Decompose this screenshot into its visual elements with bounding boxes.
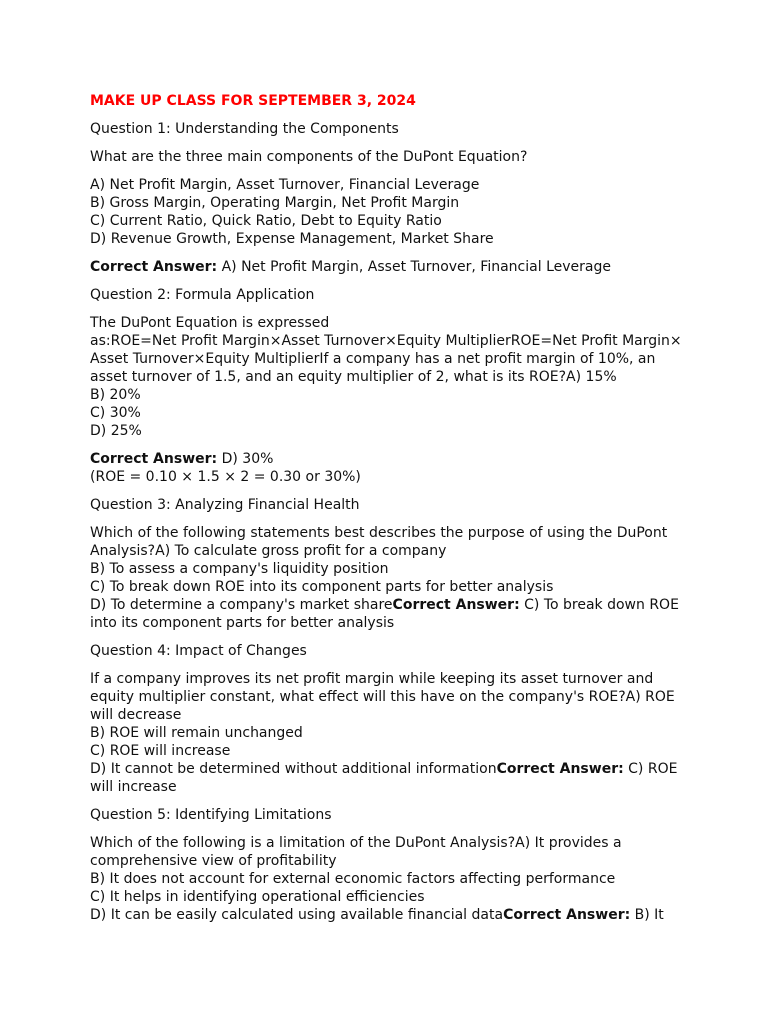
q1-options <box>90 176 690 248</box>
q3-answer-text: C) To break down ROE <box>519 597 679 613</box>
q3-line: B) To assess a company's liquidity position <box>90 561 389 577</box>
q1-option: C) Current Ratio, Quick Ratio, Debt to Equity Ratio <box>90 213 442 229</box>
correct-answer-label: Correct Answer: <box>90 259 218 275</box>
q2-answer-text: D) 30% <box>217 451 274 467</box>
q4-answer-cont: will increase <box>90 779 177 795</box>
q2-explanation: (ROE = 0.10 × 1.5 × 2 = 0.30 or 30%) <box>90 469 361 485</box>
q2-body <box>90 314 690 440</box>
q1-heading: Question 1: Understanding the Components <box>90 121 399 137</box>
q4-line: C) ROE will increase <box>90 743 231 759</box>
q4-line: B) ROE will remain unchanged <box>90 725 303 741</box>
q2-prompt-line: Asset Turnover×Equity MultiplierIf a company has a net profit margin of 10%, an <box>90 351 656 367</box>
correct-answer-label: Correct Answer: <box>503 907 631 923</box>
correct-answer-label: Correct Answer: <box>90 451 218 467</box>
q2-prompt-line: as:ROE=Net Profit Margin×Asset Turnover×Equity MultiplierROE=Net Profit Margin× <box>90 333 682 349</box>
q1-answer-text: A) Net Profit Margin, Asset Turnover, Financial Leverage <box>217 259 611 275</box>
document-page <box>90 92 690 934</box>
q3-last-option: D) To determine a company's market share <box>90 597 393 613</box>
q5-heading: Question 5: Identifying Limitations <box>90 807 332 823</box>
q4-heading: Question 4: Impact of Changes <box>90 643 307 659</box>
q5-line: comprehensive view of profitability <box>90 853 337 869</box>
q2-option: C) 30% <box>90 405 141 421</box>
q3-answer-cont: into its component parts for better analysis <box>90 615 395 631</box>
q4-answer-text: C) ROE <box>623 761 678 777</box>
q3-body <box>90 524 690 632</box>
q3-line: Analysis?A) To calculate gross profit for a company <box>90 543 447 559</box>
q3-line: C) To break down ROE into its component parts for better analysis <box>90 579 554 595</box>
q1-option: D) Revenue Growth, Expense Management, Market Share <box>90 231 494 247</box>
q1-option: A) Net Profit Margin, Asset Turnover, Financial Leverage <box>90 177 480 193</box>
q5-line: C) It helps in identifying operational efficiencies <box>90 889 425 905</box>
document-title: MAKE UP CLASS FOR SEPTEMBER 3, 2024 <box>90 93 416 109</box>
q5-line: Which of the following is a limitation of the DuPont Analysis?A) It provides a <box>90 835 622 851</box>
q5-answer-text: B) It <box>630 907 664 923</box>
q1-option: B) Gross Margin, Operating Margin, Net Profit Margin <box>90 195 460 211</box>
correct-answer-label: Correct Answer: <box>496 761 624 777</box>
correct-answer-label: Correct Answer: <box>392 597 520 613</box>
q4-line: If a company improves its net profit margin while keeping its asset turnover and <box>90 671 654 687</box>
q1-answer <box>90 258 690 276</box>
q2-answer <box>90 450 690 486</box>
q2-option: D) 25% <box>90 423 142 439</box>
q4-last-option: D) It cannot be determined without additional information <box>90 761 497 777</box>
q4-line: equity multiplier constant, what effect will this have on the company's ROE?A) ROE <box>90 689 675 705</box>
q2-prompt-line: asset turnover of 1.5, and an equity multiplier of 2, what is its ROE?A) 15% <box>90 369 617 385</box>
q3-heading: Question 3: Analyzing Financial Health <box>90 497 360 513</box>
q2-prompt-line: The DuPont Equation is expressed <box>90 315 330 331</box>
q3-line: Which of the following statements best describes the purpose of using the DuPont <box>90 525 668 541</box>
q4-line: will decrease <box>90 707 182 723</box>
q2-heading: Question 2: Formula Application <box>90 287 315 303</box>
q5-body <box>90 834 690 924</box>
q2-option: B) 20% <box>90 387 141 403</box>
q4-body <box>90 670 690 796</box>
q5-line: B) It does not account for external economic factors affecting performance <box>90 871 616 887</box>
q1-prompt: What are the three main components of the DuPont Equation? <box>90 149 528 165</box>
q5-last-option: D) It can be easily calculated using available financial data <box>90 907 504 923</box>
